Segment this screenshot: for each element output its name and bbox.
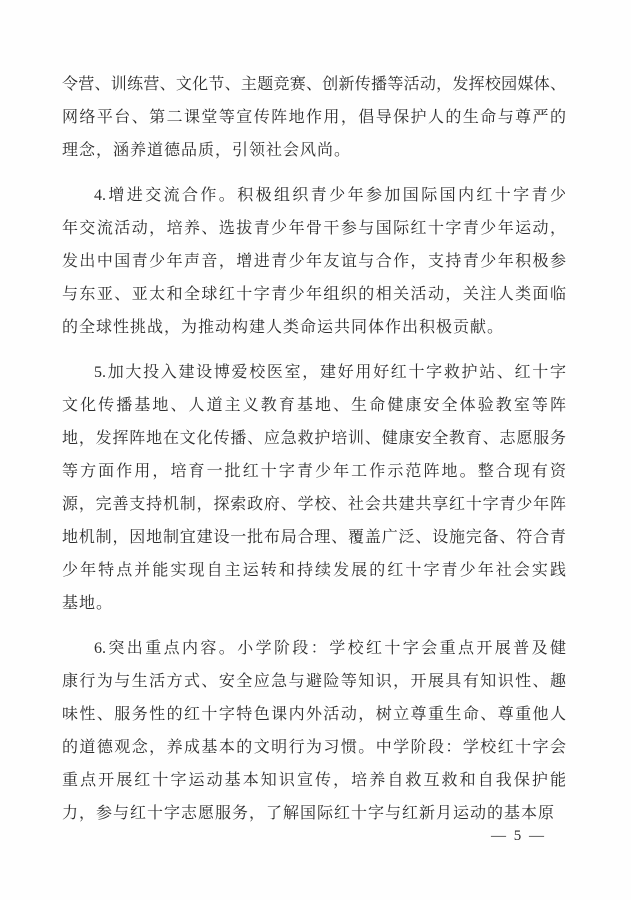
text-line: 等方面作用，培育一批红十字青少年工作示范阵地。整合现有资 — [62, 463, 566, 480]
page-number: — 5 — — [491, 828, 546, 844]
paragraph-item-6 — [62, 632, 566, 830]
text-line: 的道德观念，养成基本的文明行为习惯。中学阶段：学校红十字会 — [62, 739, 566, 756]
paragraph-item-4 — [62, 179, 566, 344]
text-line: 的全球性挑战，为推动构建人类命运共同体作出积极贡献。 — [62, 319, 505, 336]
text-line: 6.突出重点内容。小学阶段：学校红十字会重点开展普及健 — [94, 640, 566, 657]
document-body-text — [62, 68, 566, 830]
paragraph-continuation — [62, 68, 566, 167]
text-line: 5.加大投入建设博爱校医室，建好用好红十字救护站、红十字 — [94, 364, 566, 381]
text-line: 味性、服务性的红十字特色课内外活动，树立尊重生命、尊重他人 — [62, 706, 566, 723]
text-line: 文化传播基地、人道主义教育基地、生命健康安全体验教室等阵 — [62, 397, 566, 414]
text-line: 令营、训练营、文化节、主题竞赛、创新传播等活动，发挥校园媒体、 — [62, 76, 566, 93]
text-line: 基地。 — [62, 595, 114, 612]
text-line: 发出中国青少年声音，增进青少年友谊与合作，支持青少年积极参 — [62, 253, 566, 270]
text-line: 理念，涵养道德品质，引领社会风尚。 — [62, 142, 352, 159]
text-line: 与东亚、亚太和全球红十字青少年组织的相关活动，关注人类面临 — [62, 286, 566, 303]
text-line: 力，参与红十字志愿服务，了解国际红十字与红新月运动的基本原 — [62, 805, 556, 822]
text-line: 地机制，因地制宜建设一批布局合理、覆盖广泛、设施完备、符合青 — [62, 529, 566, 546]
text-line: 康行为与生活方式、安全应急与避险等知识，开展具有知识性、趣 — [62, 673, 566, 690]
text-line: 网络平台、第二课堂等宣传阵地作用，倡导保护人的生命与尊严的 — [62, 109, 566, 126]
text-line: 重点开展红十字运动基本知识宣传，培养自救互救和自我保护能 — [62, 772, 566, 789]
paragraph-item-5 — [62, 356, 566, 620]
text-line: 少年特点并能实现自主运转和持续发展的红十字青少年社会实践 — [62, 562, 566, 579]
text-line: 地，发挥阵地在文化传播、应急救护培训、健康安全教育、志愿服务 — [62, 430, 566, 447]
text-line: 4.增进交流合作。积极组织青少年参加国际国内红十字青少 — [94, 187, 566, 204]
text-line: 年交流活动，培养、选拔青少年骨干参与国际红十字青少年运动， — [62, 220, 566, 237]
text-line: 源，完善支持机制，探索政府、学校、社会共建共享红十字青少年阵 — [62, 496, 566, 513]
